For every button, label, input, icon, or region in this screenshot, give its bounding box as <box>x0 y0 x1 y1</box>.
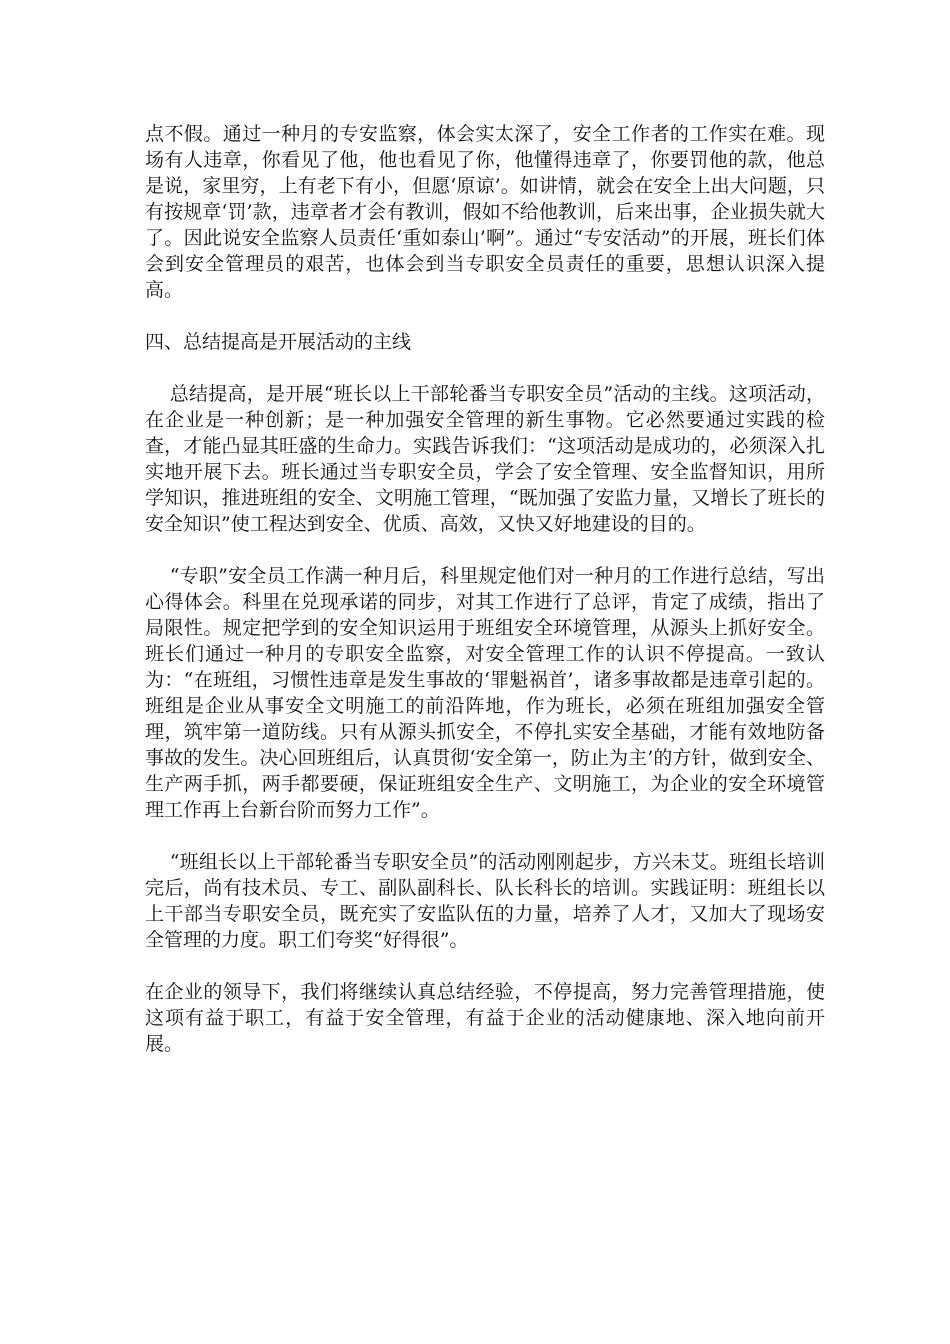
paragraph-review: “专职”安全员工作满一种月后，科里规定他们对一种月的工作进行总结，写出心得体会。科里在兑现承诺的同步，对其工作进行了总评，肯定了成绩，指出了局限性。规定把学到的安全知识运用于班组安全环境管理，从源头上抓好安全。班长们通过一种月的专职安全监察，对安全管理工作的认识不停提高。一致认为：“在班组，习惯性违章是发生事故的‘罪魁祸首’，诸多事故都是违章引起的。班组是企业从事安全文明施工的前沿阵地，作为班长，必须在班组加强安全管理，筑牢第一道防线。只有从源头抓安全，不停扎实安全基础，才能有效地防备事故的发生。决心回班组后，认真贯彻‘安全第一，防止为主’的方针，做到安全、生产两手抓，两手都要硬，保证班组安全生产、文明施工，为企业的安全环境管理工作再上台新台阶而努力工作”。 <box>145 565 825 821</box>
section-heading: 四、总结提高是开展活动的主线 <box>145 331 412 353</box>
paragraph-summary: 总结提高，是开展“班长以上干部轮番当专职安全员”活动的主线。这项活动，在企业是一种创新；是一种加强安全管理的新生事物。它必然要通过实践的检查，才能凸显其旺盛的生命力。实践告诉我们：“这项活动是成功的，必须深入扎实地开展下去。班长通过当专职安全员，学会了安全管理、安全监督知识，用所学知识，推进班组的安全、文明施工管理，“既加强了安监力量，又增长了班长的安全知识”使工程达到安全、优质、高效，又快又好地建设的目的。 <box>145 383 825 535</box>
paragraph-conclusion: 在企业的领导下，我们将继续认真总结经验，不停提高，努力完善管理措施，使这项有益于职工，有益于安全管理，有益于企业的活动健康地、深入地向前开展。 <box>145 981 825 1055</box>
paragraph-continuation: 点不假。通过一种月的专安监察，体会实太深了，安全工作者的工作实在难。现场有人违章，你看见了他，他也看见了你，他懂得违章了，你要罚他的款，他总是说，家里穷，上有老下有小，但愿‘原谅’。如讲情，就会在安全上出大问题，只有按规章‘罚’款，违章者才会有教训，假如不给他教训，后来出事，企业损失就大了。因此说安全监察人员责任‘重如泰山’啊”。通过“专安活动”的开展，班长们体会到安全管理员的艰苦，也体会到当专职安全员责任的重要，思想认识深入提高。 <box>145 123 825 301</box>
paragraph-gap <box>145 537 825 563</box>
paragraph-gap <box>145 823 825 849</box>
paragraph-gap <box>145 355 825 381</box>
paragraph-gap <box>145 303 825 329</box>
document-body <box>145 121 825 1057</box>
paragraph-gap <box>145 953 825 979</box>
paragraph-progress: “班组长以上干部轮番当专职安全员”的活动刚刚起步，方兴未艾。班组长培训完后，尚有技术员、专工、副队副科长、队长科长的培训。实践证明：班组长以上干部当专职安全员，既充实了安监队伍的力量，培养了人才，又加大了现场安全管理的力度。职工们夸奖“好得很”。 <box>145 851 825 951</box>
